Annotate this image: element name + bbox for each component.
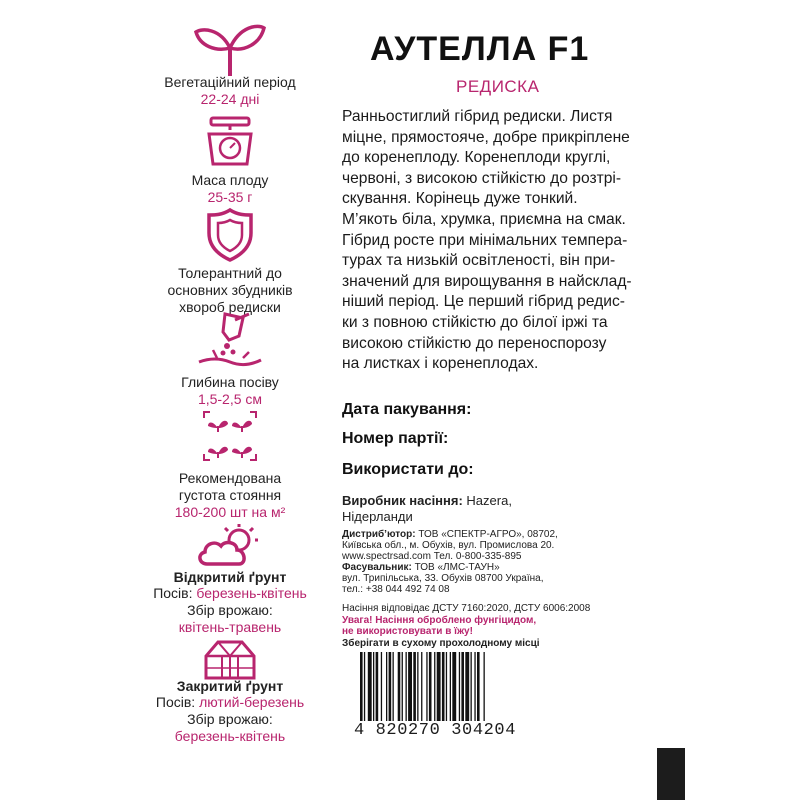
- description-line: на листках і коренеплодах.: [342, 355, 539, 373]
- open-sowing-value: березень-квітень: [196, 585, 307, 601]
- barcode-bar: [373, 652, 374, 730]
- tolerance-line3: хвороб редиски: [179, 299, 281, 315]
- description-line: значений для вирощування в найсклад-: [342, 272, 632, 290]
- product-subtitle: РЕДИСКА: [456, 77, 540, 96]
- use-by-label: Використати до:: [342, 461, 474, 478]
- shield-icon: [205, 207, 255, 263]
- barcode-bar: [406, 652, 407, 730]
- standards-line: Насіння відповідає ДСТУ 7160:2020, ДСТУ 6006:2008: [342, 603, 591, 614]
- description-line: до коренеплоду. Коренеплоди круглі,: [342, 149, 611, 167]
- barcode-bar: [429, 652, 432, 730]
- description-line: скування. Корінець дуже тонкий.: [342, 190, 578, 208]
- packer-line: вул. Трипільська, 33. Обухів 08700 Україна,: [342, 573, 544, 584]
- vegetation-label: Вегетаційний період: [164, 74, 296, 90]
- vegetation-value: 22-24 дні: [200, 91, 260, 107]
- barcode-digits: 4 820270 304204: [354, 721, 564, 740]
- closed-ground-title: Закритий ґрунт: [176, 678, 284, 694]
- description-line: турах та низькій освітленості, він при-: [342, 252, 616, 270]
- closed-sowing-value: лютий-березень: [199, 694, 305, 710]
- description-line: ніший період. Це перший гібрид редис-: [342, 293, 625, 311]
- depth-value: 1,5-2,5 см: [197, 391, 263, 407]
- barcode-bar: [421, 652, 422, 730]
- producer-line2: Нідерланди: [342, 509, 413, 524]
- barcode-bar: [450, 652, 451, 730]
- barcode-bar: [459, 652, 460, 730]
- barcode-bar: [434, 652, 435, 730]
- open-harvest-value: квітень-травень: [178, 619, 282, 635]
- barcode-bar: [398, 652, 401, 730]
- producer-label: Виробник насіння:: [342, 493, 463, 508]
- distributor-line: Київська обл., м. Обухів, вул. Промислова 20.: [342, 540, 555, 551]
- greenhouse-icon: [202, 638, 258, 680]
- sprout-icon: [190, 18, 270, 78]
- barcode-bar: [402, 652, 403, 730]
- distributor-line: www.spectrsad.com Тел. 0-800-335-895: [342, 551, 522, 562]
- barcode-bar: [393, 652, 394, 730]
- barcode-bar: [417, 652, 418, 730]
- sun-cloud-icon: [195, 522, 265, 568]
- packer-line: Фасувальник: ТОВ «ЛМС-ТАУН»: [342, 562, 500, 573]
- warning-line2: не використовувати в їжу!: [342, 626, 473, 637]
- barcode-bar: [442, 652, 445, 730]
- closed-sowing: [130, 694, 330, 711]
- description-line: міцне, прямостояче, добре прикріплене: [342, 128, 630, 146]
- description-line: ки з повною стійкістю до білої іржі та: [342, 313, 608, 331]
- open-sowing-label: Посів:: [153, 585, 197, 601]
- barcode-bar: [474, 652, 475, 730]
- mass-label: Маса плоду: [191, 172, 269, 188]
- open-ground-title: Відкритий ґрунт: [173, 569, 287, 585]
- barcode-bar: [389, 652, 392, 730]
- barcode-bar: [364, 652, 365, 730]
- open-sowing: [130, 585, 330, 602]
- mass-value: 25-35 г: [207, 189, 253, 205]
- sowing-hand-icon: [195, 310, 265, 370]
- density-line1: Рекомендована: [178, 470, 282, 486]
- tolerance-line2: основних збудників: [167, 282, 293, 298]
- barcode-bar: [426, 652, 427, 730]
- depth-label: Глибина посіву: [181, 374, 279, 390]
- barcode-bar: [484, 652, 485, 730]
- barcode-bar: [461, 652, 464, 730]
- density-line2: густота стояння: [178, 487, 282, 503]
- description-line: Гібрид росте при мінімальних темпера-: [342, 231, 628, 249]
- storage-line: Зберігати в сухому прохолодному місці: [342, 638, 540, 649]
- plant-spacing-icon: [202, 410, 258, 462]
- barcode-bar: [376, 652, 379, 730]
- closed-harvest-value: березень-квітень: [174, 728, 286, 744]
- barcode-bar: [465, 652, 469, 730]
- barcode-bar: [477, 652, 480, 730]
- barcode-bar: [360, 652, 363, 730]
- closed-sowing-label: Посів:: [155, 694, 200, 710]
- description-line: високою стійкістю до переноспорозу: [342, 334, 607, 352]
- description-line: червоні, з високою стійкістю до розтрі-: [342, 169, 622, 187]
- closed-harvest-label: Збір врожаю:: [187, 711, 273, 727]
- barcode-bar: [437, 652, 441, 730]
- scale-icon: [205, 114, 255, 166]
- color-mark: [657, 748, 685, 800]
- warning-line1: Увага! Насіння оброблено фунгіцидом,: [342, 615, 537, 626]
- packer-line: тел.: +38 044 492 74 08: [342, 584, 450, 595]
- barcode-bar: [446, 652, 447, 730]
- barcode-bar: [381, 652, 382, 730]
- barcode-bar: [368, 652, 372, 730]
- tolerance-line1: Толерантний до: [178, 265, 282, 281]
- barcode-bar: [452, 652, 456, 730]
- barcode-bar: [413, 652, 416, 730]
- barcode-bar: [386, 652, 387, 730]
- description-line: М’якоть біла, хрумка, приємна на смак.: [342, 210, 626, 228]
- product-description: [342, 107, 672, 375]
- product-title: АУТЕЛЛА F1: [370, 30, 590, 68]
- density-value: 180-200 шт на м²: [174, 504, 286, 520]
- pack-date-label: Дата пакування:: [342, 401, 472, 418]
- barcode-bar: [408, 652, 412, 730]
- batch-label: Номер партії:: [342, 430, 449, 447]
- description-line: Ранньостиглий гібрид редиски. Листя: [342, 108, 613, 125]
- barcode-bar: [471, 652, 472, 730]
- open-harvest-label: Збір врожаю:: [187, 602, 273, 618]
- producer-line1: [342, 493, 512, 509]
- producer-value: Hazera,: [462, 493, 512, 508]
- distributor-line: Дистриб’ютор: ТОВ «СПЕКТР-АГРО», 08702,: [342, 529, 558, 540]
